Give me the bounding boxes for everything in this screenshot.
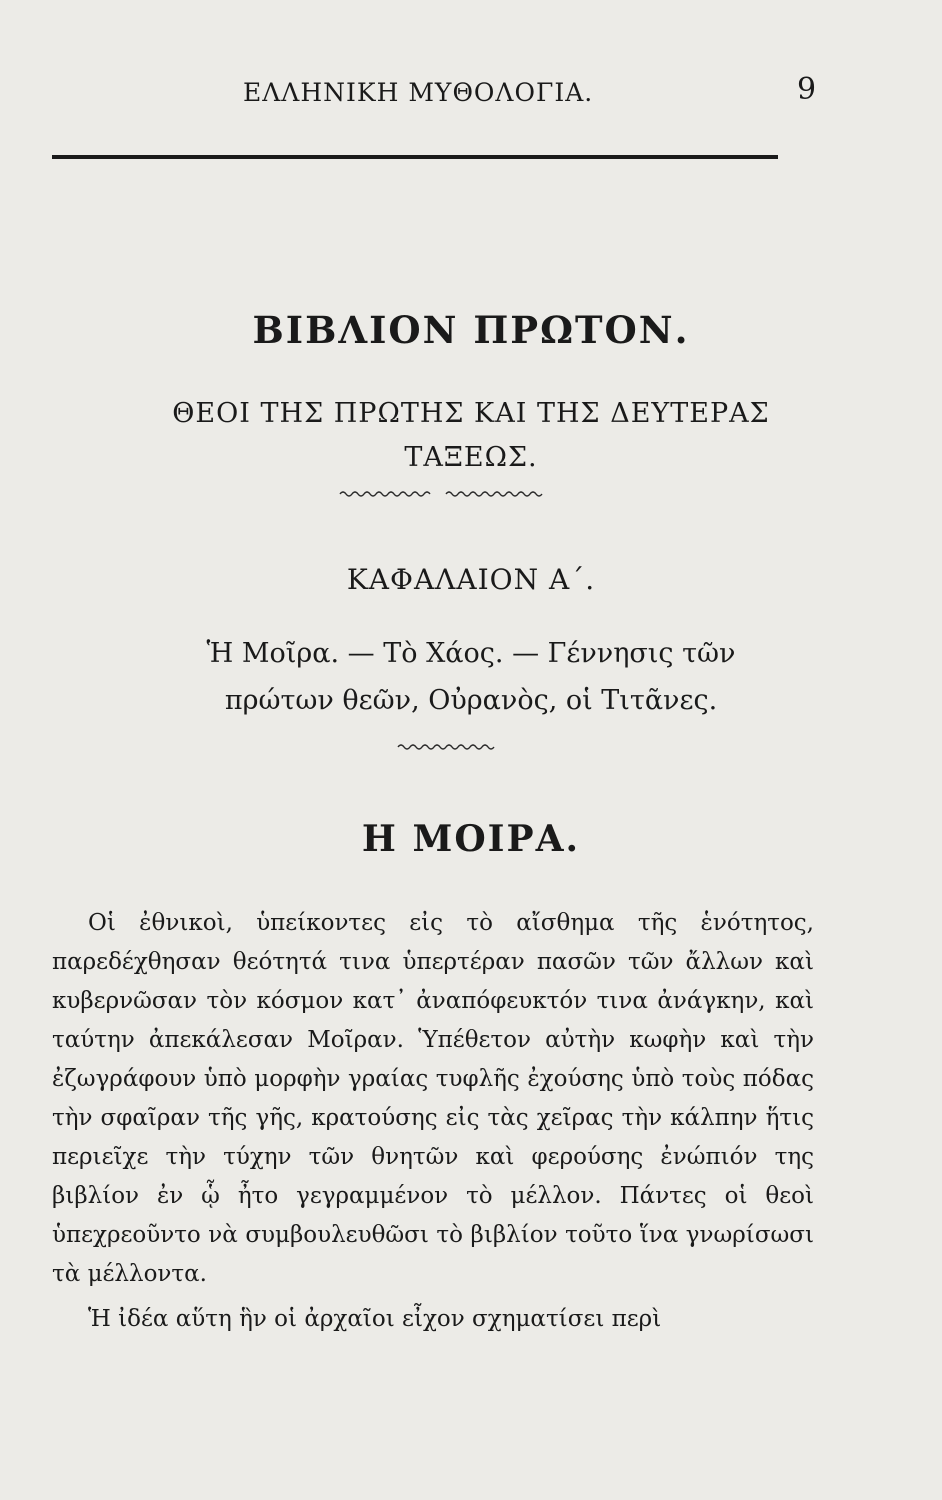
page-number: 9 xyxy=(797,72,817,107)
book-subtitle xyxy=(0,392,942,480)
ornament-divider-small xyxy=(0,741,942,753)
ornament-divider xyxy=(0,488,942,500)
book-title: ΒΙΒΛΙΟΝ ΠΡΩΤΟΝ. xyxy=(252,308,690,352)
body-paragraph-2: Ἡ ἰδέα αὕτη ἣν οἱ ἀρχαῖοι εἶχον σχηματίσει περὶ xyxy=(88,1306,662,1332)
chapter-summary-line2: πρώτων θεῶν, Οὐρανὸς, οἱ Τιτᾶνες. xyxy=(224,685,718,716)
chapter-summary-line1: Ἡ Μοῖρα. — Τὸ Χάος. — Γέννησις τῶν xyxy=(206,638,736,669)
header-rule xyxy=(52,155,778,159)
book-subtitle-line1: ΘΕΟΙ ΤΗΣ ΠΡΩΤΗΣ ΚΑΙ ΤΗΣ ΔΕΥΤΕΡΑΣ xyxy=(172,398,770,429)
body-paragraph-1: Οἱ ἐθνικοὶ, ὑπείκοντες εἰς τὸ αἴσθημα τῆς ἑνότητος, παρεδέχθησαν θεότητά τινα ὑπερτέραν πασῶν τῶν ἄλλων καὶ κυβερνῶσαν τὸν κόσμον κατ᾽ ἀναπόφευκτόν τινα ἀνάγκην, καὶ ταύτην ἀπεκάλεσαν Μοῖραν. Ὑπέθετον αὐτὴν κωφὴν καὶ τὴν ἐζωγράφουν ὑπὸ μορφὴν γραίας τυφλῆς ἐχούσης ὑπὸ τοὺς πόδας τὴν σφαῖραν τῆς γῆς, κρατούσης εἰς τὰς χεῖρας τὴν κάλπην ἥτις περιεῖχε τὴν τύχην τῶν θνητῶν καὶ φερούσης ἐνώπιόν της βιβλίον ἐν ᾧ ἦτο γεγραμμένον τὸ μέλλον. Πάντες οἱ θεοὶ ὑπεχρεοῦντο νὰ συμβουλευθῶσι τὸ βιβλίον τοῦτο ἵνα γνωρίσωσι τὰ μέλλοντα. xyxy=(52,910,814,1287)
chapter-title: ΚΑΦΑΛΑΙΟΝ Α΄. xyxy=(346,563,596,596)
running-head-title: ΕΛΛΗΝΙΚΗ ΜΥΘΟΛΟΓΙΑ. xyxy=(243,78,594,107)
section-title: Η ΜΟΙΡΑ. xyxy=(361,818,581,860)
chapter-summary xyxy=(100,630,842,724)
book-subtitle-line2: ΤΑΞΕΩΣ. xyxy=(404,442,538,473)
